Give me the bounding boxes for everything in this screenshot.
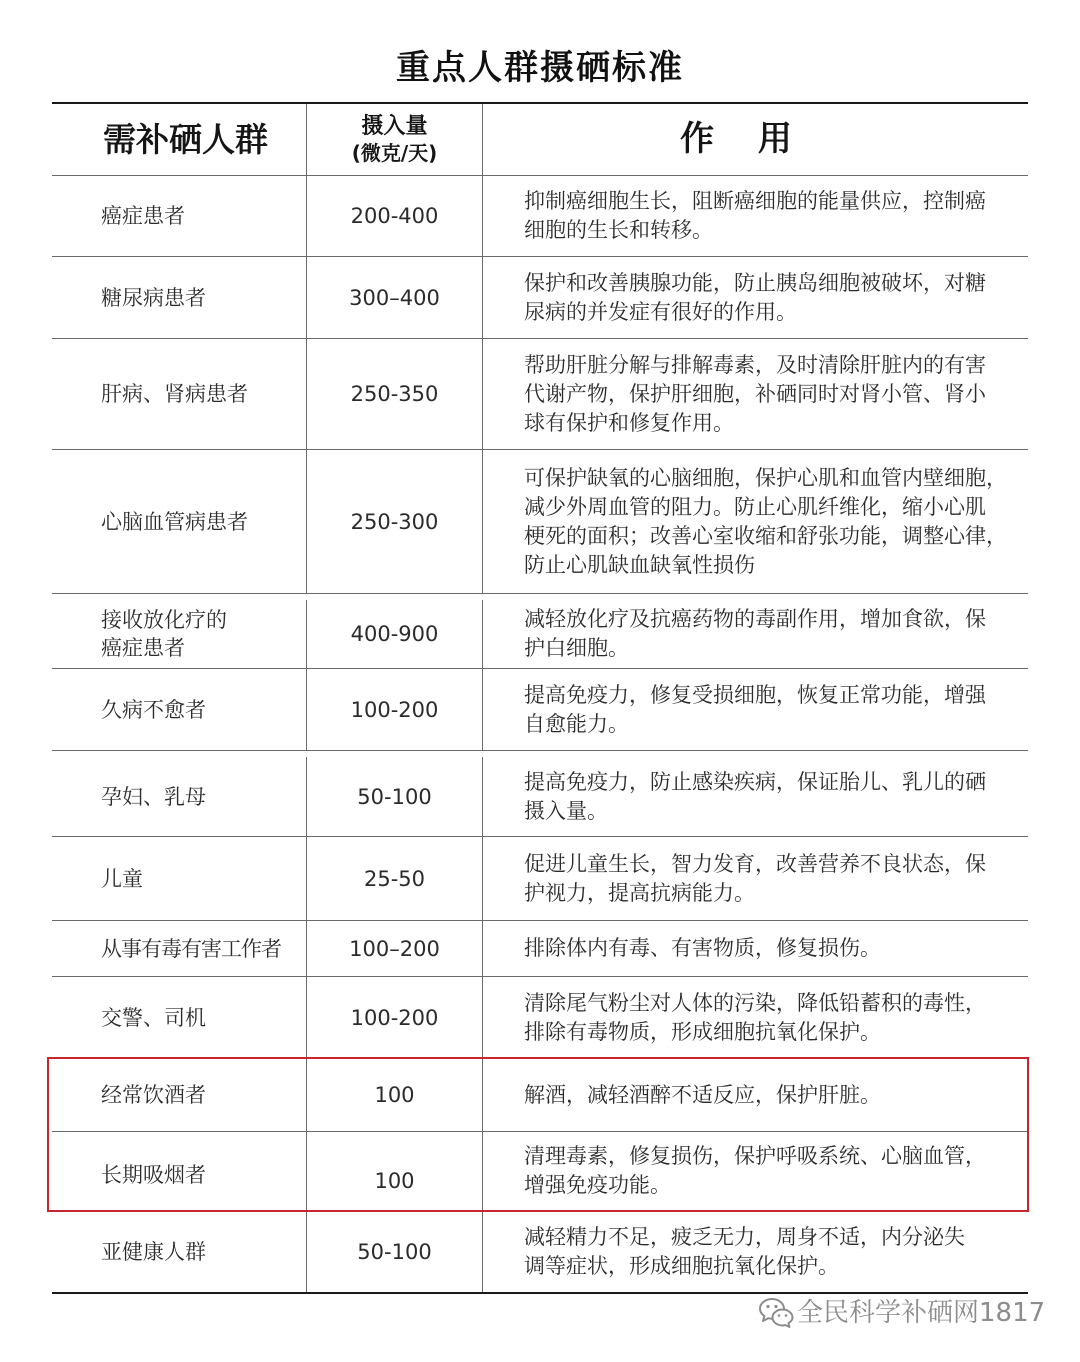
- intake-cell: [307, 1211, 483, 1292]
- group-cell: [52, 600, 307, 668]
- effect-line: 提高免疫力，修复受损细胞，恢复正常功能，增强: [524, 682, 986, 707]
- group-name: 心脑血管病患者: [101, 509, 248, 534]
- effect-line: 保护和改善胰腺功能，防止胰岛细胞被破坏，对糖: [524, 270, 986, 295]
- intake-cell: [307, 921, 483, 976]
- group-cell: [52, 450, 307, 593]
- effect-line: 清理毒素，修复损伤，保护呼吸系统、心脑血管，: [524, 1144, 986, 1168]
- group-cell: [52, 1211, 307, 1292]
- effect-line: 摄入量。: [524, 798, 608, 823]
- group-name: 久病不愈者: [101, 697, 206, 722]
- effect-line: 护视力，提高抗病能力。: [524, 880, 755, 905]
- effect-line: 促进儿童生长，智力发育，改善营养不良状态，保: [524, 851, 986, 876]
- table-row: [52, 837, 1028, 921]
- header-intake-line: 摄入量: [361, 113, 428, 139]
- effect-cell: [483, 176, 1028, 256]
- effect-line: 护白细胞。: [524, 636, 629, 660]
- group-name: 儿童: [101, 866, 143, 891]
- intake-cell: [307, 669, 483, 750]
- effect-cell: [483, 921, 1028, 976]
- group-cell: [52, 176, 307, 256]
- effect-line: 排除有毒物质，形成细胞抗氧化保护。: [524, 1019, 881, 1044]
- group-name: 肝病、肾病患者: [101, 382, 248, 406]
- effect-cell: [483, 1132, 1028, 1210]
- table-row: [52, 1132, 1028, 1211]
- intake-cell: [307, 257, 483, 338]
- table-row: [52, 1059, 1028, 1132]
- effect-line: 调等症状，形成细胞抗氧化保护。: [524, 1253, 839, 1278]
- intake-value: 400-900: [350, 622, 439, 646]
- intake-cell: [307, 450, 483, 593]
- intake-value: 25-50: [363, 866, 426, 891]
- intake-value: 100–200: [349, 936, 440, 961]
- group-name: 交警、司机: [101, 1005, 206, 1030]
- effect-line: 减少外周血管的阻力。防止心肌纤维化，缩小心肌: [524, 494, 986, 519]
- effect-cell: [483, 257, 1028, 338]
- effect-cell: [483, 669, 1028, 750]
- intake-cell: [307, 339, 483, 449]
- intake-value: 250-350: [350, 382, 439, 406]
- effect-line: 提高免疫力，防止感染疾病，保证胎儿、乳儿的硒: [524, 769, 986, 794]
- effect-line: 自愈能力。: [524, 711, 629, 736]
- page-title: 重点人群摄硒标准: [396, 48, 684, 88]
- intake-value: 100-200: [350, 1005, 439, 1030]
- intake-value: 300–400: [349, 285, 440, 310]
- effect-cell: [483, 837, 1028, 920]
- group-name: 从事有毒有害工作者: [101, 936, 281, 961]
- effect-line: 减轻放化疗及抗癌药物的毒副作用，增加食欲，保: [524, 607, 986, 631]
- effect-cell: [483, 757, 1028, 836]
- effect-cell: [483, 1211, 1028, 1292]
- effect-line: 可保护缺氧的心脑细胞，保护心肌和血管内壁细胞，: [524, 465, 1007, 490]
- intake-cell: [307, 1059, 483, 1131]
- table-row: [52, 921, 1028, 977]
- group-cell: [52, 921, 307, 976]
- effect-line: 梗死的面积；改善心室收缩和舒张功能，调整心律，: [524, 523, 1007, 548]
- intake-value: 100-200: [350, 697, 439, 722]
- intake-value: 50-100: [357, 784, 432, 809]
- header-intake-cell: [307, 104, 483, 175]
- table-row: [52, 450, 1028, 594]
- table-row: [52, 176, 1028, 257]
- group-name: 亚健康人群: [101, 1239, 206, 1264]
- header-intake-unit: (微克/天): [351, 140, 438, 165]
- group-cell: [52, 757, 307, 836]
- table-row: [52, 1211, 1028, 1292]
- effect-line: 清除尾气粉尘对人体的污染，降低铅蓄积的毒性，: [524, 990, 986, 1015]
- effect-line: 排除体内有毒、有害物质，修复损伤。: [524, 936, 881, 960]
- table-header-row: [52, 104, 1028, 176]
- wechat-icon: [758, 1296, 794, 1328]
- group-cell: [52, 977, 307, 1058]
- group-name: 经常饮酒者: [101, 1083, 206, 1107]
- group-name: 癌症患者: [101, 636, 185, 660]
- group-cell: [52, 1059, 307, 1131]
- group-name: 接收放化疗的: [101, 608, 227, 632]
- effect-line: 球有保护和修复作用。: [524, 410, 734, 435]
- table-row: [52, 669, 1028, 751]
- effect-line: 解酒，减轻酒醉不适反应，保护肝脏。: [524, 1082, 881, 1107]
- group-name: 长期吸烟者: [101, 1163, 206, 1187]
- intake-cell: [307, 977, 483, 1058]
- intake-cell: [307, 757, 483, 836]
- intake-cell: [307, 176, 483, 256]
- effect-cell: [483, 450, 1028, 593]
- table-row: [52, 339, 1028, 450]
- header-group: 需补硒人群: [103, 119, 268, 159]
- group-cell: [52, 1132, 307, 1210]
- intake-value: 200-400: [350, 204, 439, 228]
- effect-line: 代谢产物，保护肝细胞，补硒同时对肾小管、肾小: [524, 381, 986, 406]
- group-cell: [52, 257, 307, 338]
- group-cell: [52, 669, 307, 750]
- table-row: [52, 257, 1028, 339]
- effect-line: 抑制癌细胞生长，阻断癌细胞的能量供应，控制癌: [524, 189, 986, 213]
- table-row: [52, 594, 1028, 669]
- intake-cell: [307, 1132, 483, 1210]
- group-name: 癌症患者: [101, 204, 185, 228]
- header-effect: 作 用: [680, 119, 792, 159]
- intake-value: 50-100: [357, 1239, 432, 1264]
- group-cell: [52, 837, 307, 920]
- group-cell: [52, 339, 307, 449]
- intake-value: 100: [374, 1169, 415, 1193]
- effect-cell: [483, 600, 1028, 668]
- table-bottom-rule: [52, 1292, 1028, 1294]
- intake-value: 100: [374, 1083, 415, 1107]
- table-row: [52, 751, 1028, 837]
- watermark-text: 全民科学补硒网1817: [797, 1298, 1046, 1328]
- header-effect-cell: [483, 104, 1028, 175]
- intake-cell: [307, 837, 483, 920]
- intake-value: 250-300: [350, 509, 439, 534]
- effect-line: 减轻精力不足，疲乏无力，周身不适，内分泌失: [524, 1224, 965, 1249]
- header-group-cell: [52, 104, 307, 175]
- effect-line: 帮助肝脏分解与排解毒素，及时清除肝脏内的有害: [524, 352, 986, 377]
- group-name: 糖尿病患者: [101, 285, 206, 310]
- group-name: 孕妇、乳母: [101, 784, 206, 809]
- effect-cell: [483, 977, 1028, 1058]
- effect-line: 尿病的并发症有很好的作用。: [524, 299, 797, 324]
- intake-cell: [307, 600, 483, 668]
- effect-cell: [483, 1059, 1028, 1131]
- effect-line: 细胞的生长和转移。: [524, 218, 713, 242]
- effect-cell: [483, 339, 1028, 449]
- effect-line: 防止心肌缺血缺氧性损伤: [524, 552, 755, 577]
- effect-line: 增强免疫功能。: [524, 1173, 671, 1197]
- table-row: [52, 977, 1028, 1059]
